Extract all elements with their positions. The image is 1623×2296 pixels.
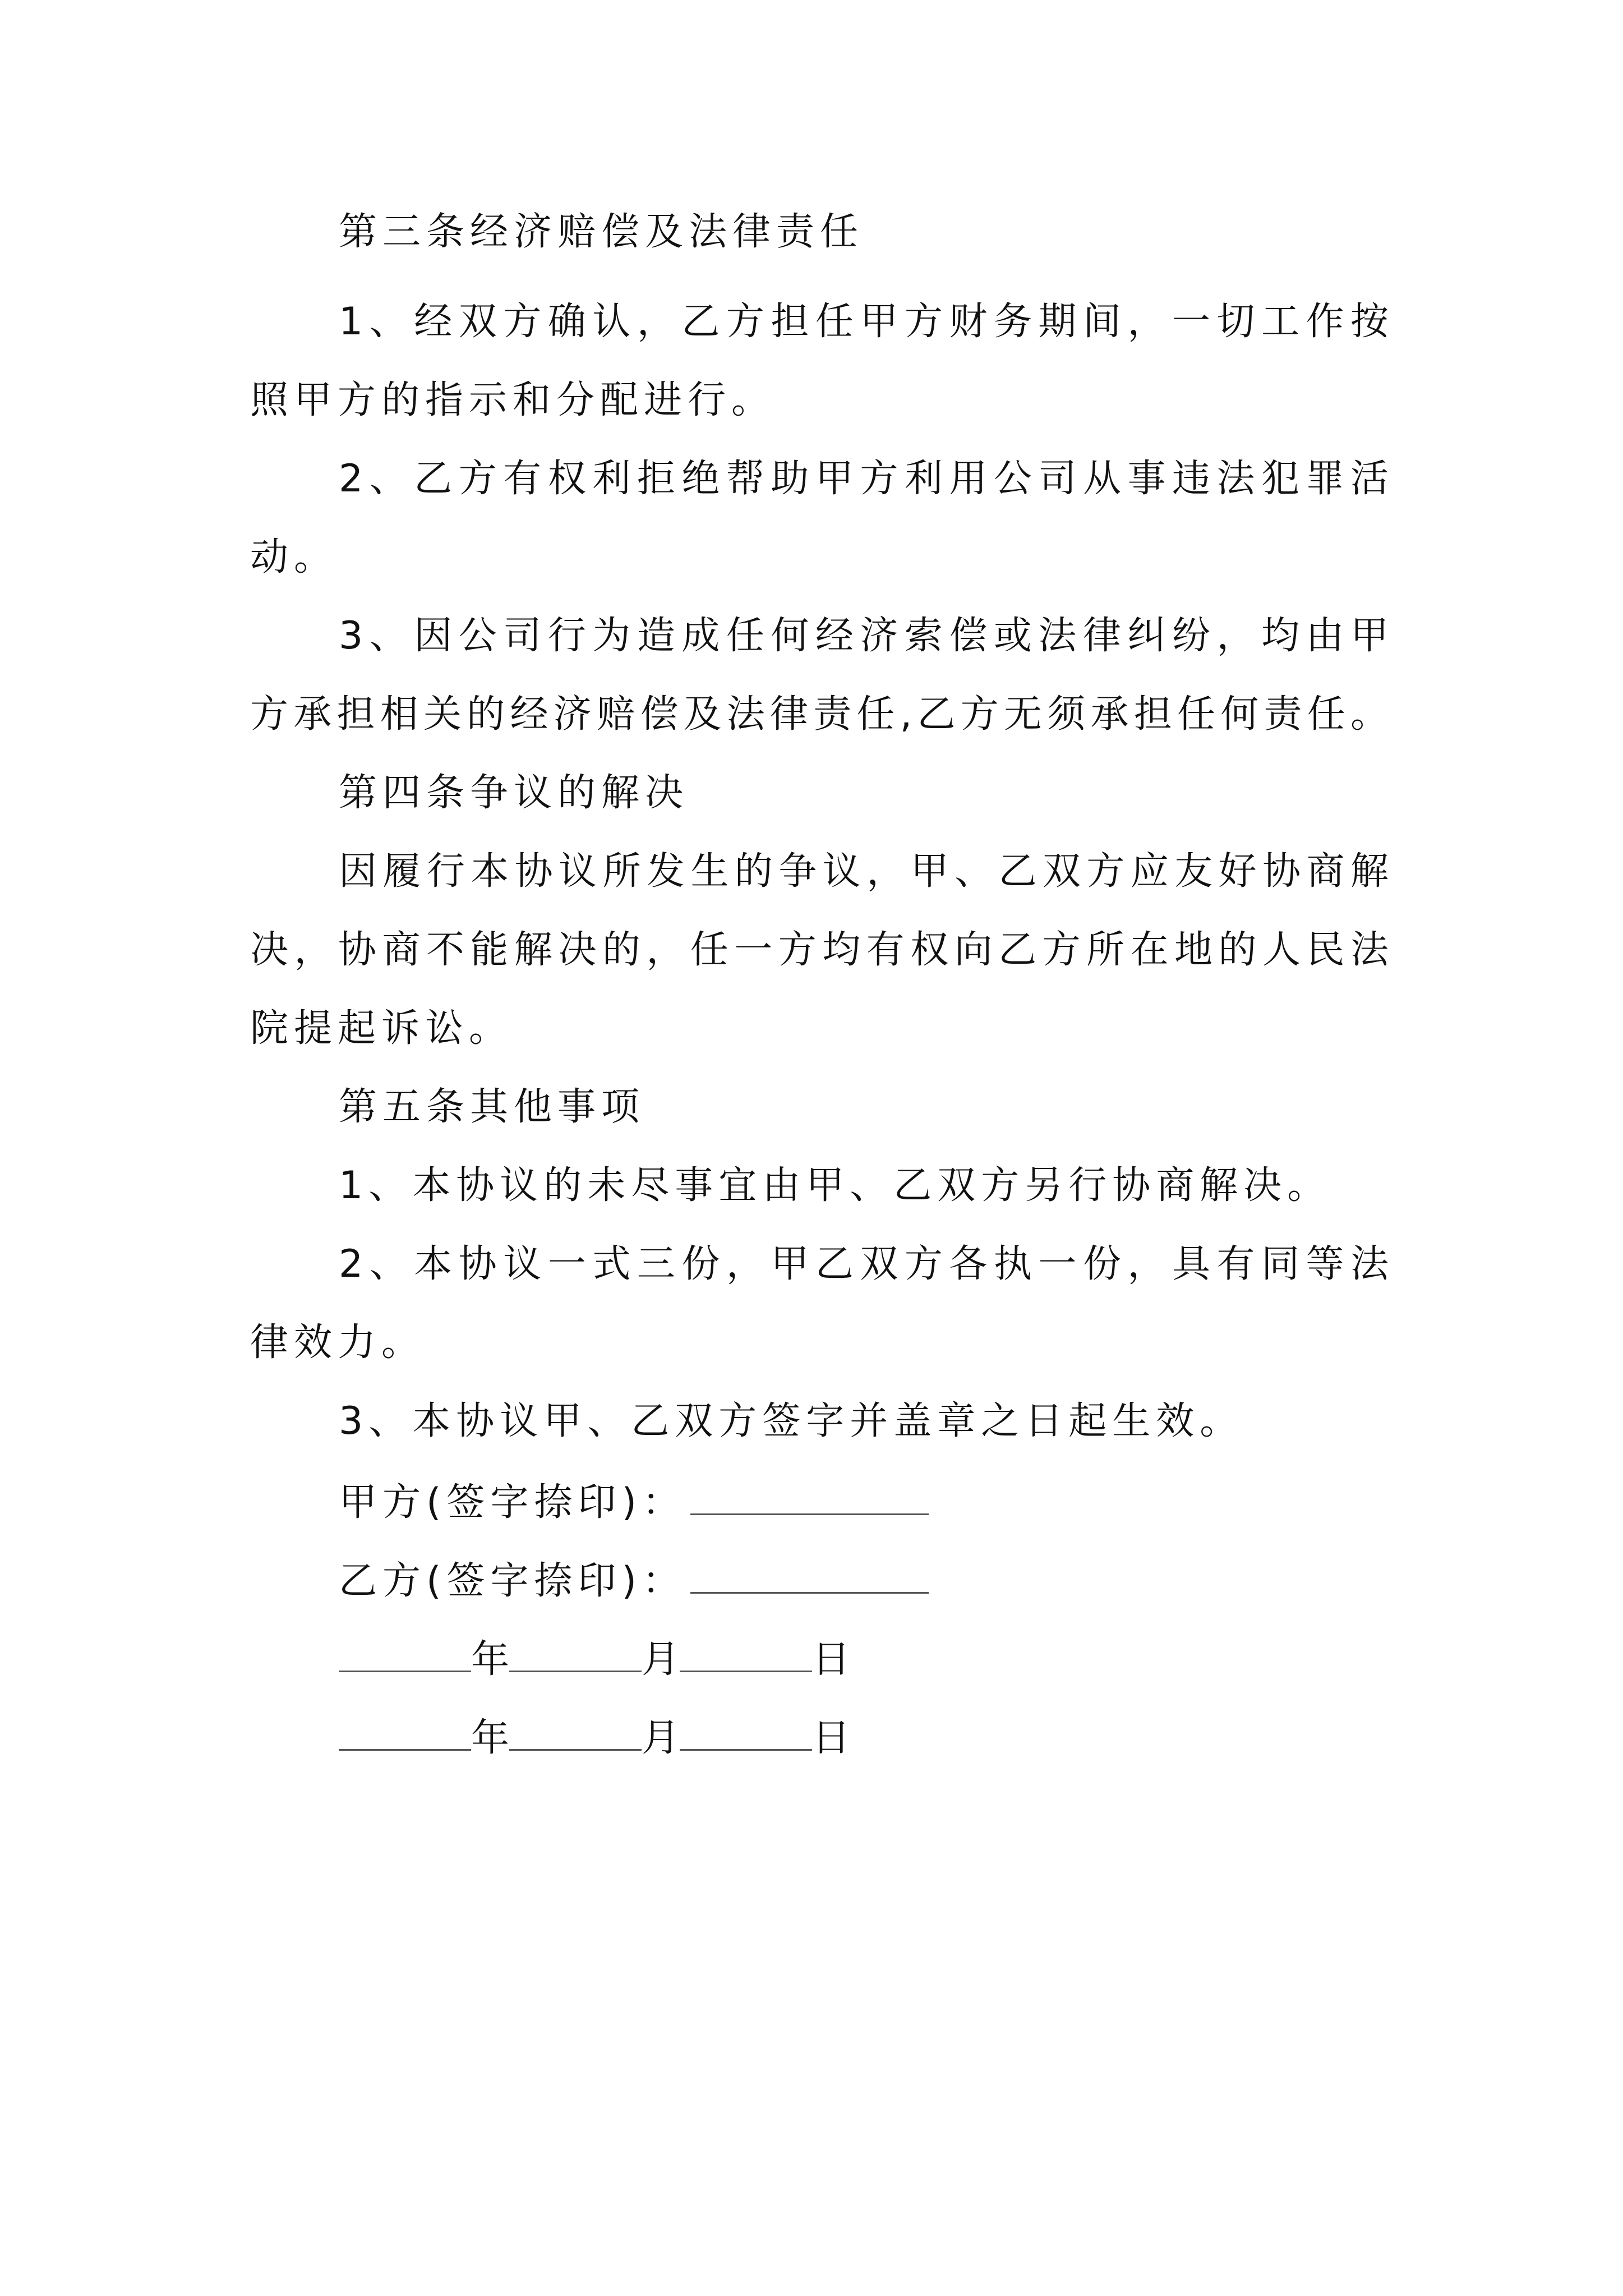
- signature-blank-party-b[interactable]: [690, 1559, 929, 1594]
- paragraph-line: 决，协商不能解决的，任一方均有权向乙方所在地的人民法: [250, 928, 1389, 972]
- paragraph-line: 2、本协议一式三份，甲乙双方各执一份，具有同等法: [339, 1242, 1389, 1286]
- date-month-blank[interactable]: [509, 1717, 642, 1751]
- paragraph-line: 3、因公司行为造成任何经济索偿或法律纠纷，均由甲: [339, 614, 1389, 658]
- date-month-label: 月: [642, 1716, 680, 1760]
- signature-blank-party-a[interactable]: [690, 1481, 929, 1515]
- section-heading-4: 第四条争议的解决: [339, 771, 689, 815]
- paragraph-line: 3、本协议甲、乙双方签字并盖章之日起生效。: [339, 1399, 1244, 1443]
- paragraph-line: 1、经双方确认，乙方担任甲方财务期间，一切工作按: [339, 300, 1389, 344]
- date-month-label: 月: [642, 1637, 680, 1682]
- paragraph-line: 院提起诉讼。: [250, 1006, 513, 1051]
- signature-line-party-a: [339, 1480, 929, 1525]
- paragraph-line: 律效力。: [250, 1320, 426, 1365]
- paragraph-line: 动。: [250, 535, 338, 579]
- signature-label-party-a: 甲方(签字捺印)：: [339, 1480, 686, 1525]
- paragraph-line: 2、乙方有权利拒绝帮助甲方利用公司从事违法犯罪活: [339, 457, 1389, 501]
- date-day-blank[interactable]: [680, 1638, 812, 1672]
- signature-line-party-b: [339, 1559, 929, 1603]
- date-day-label: 日: [812, 1716, 851, 1760]
- date-year-label: 年: [471, 1637, 510, 1682]
- date-year-blank[interactable]: [339, 1717, 471, 1751]
- paragraph-line: 照甲方的指示和分配进行。: [250, 378, 776, 422]
- section-heading-3: 第三条经济赔偿及法律责任: [339, 210, 864, 254]
- date-line-1: [339, 1637, 851, 1682]
- date-day-blank[interactable]: [680, 1717, 812, 1751]
- date-day-label: 日: [812, 1637, 851, 1682]
- section-heading-5: 第五条其他事项: [339, 1085, 645, 1129]
- paragraph-line: 1、本协议的未尽事宜由甲、乙双方另行协商解决。: [339, 1163, 1331, 1208]
- date-month-blank[interactable]: [509, 1638, 642, 1672]
- date-year-label: 年: [471, 1716, 510, 1760]
- paragraph-line: 因履行本协议所发生的争议，甲、乙双方应友好协商解: [339, 849, 1389, 894]
- signature-label-party-b: 乙方(签字捺印)：: [339, 1559, 686, 1603]
- date-line-2: [339, 1716, 851, 1760]
- date-year-blank[interactable]: [339, 1638, 471, 1672]
- paragraph-line: 方承担相关的经济赔偿及法律责任,乙方无须承担任何责任。: [250, 692, 1389, 737]
